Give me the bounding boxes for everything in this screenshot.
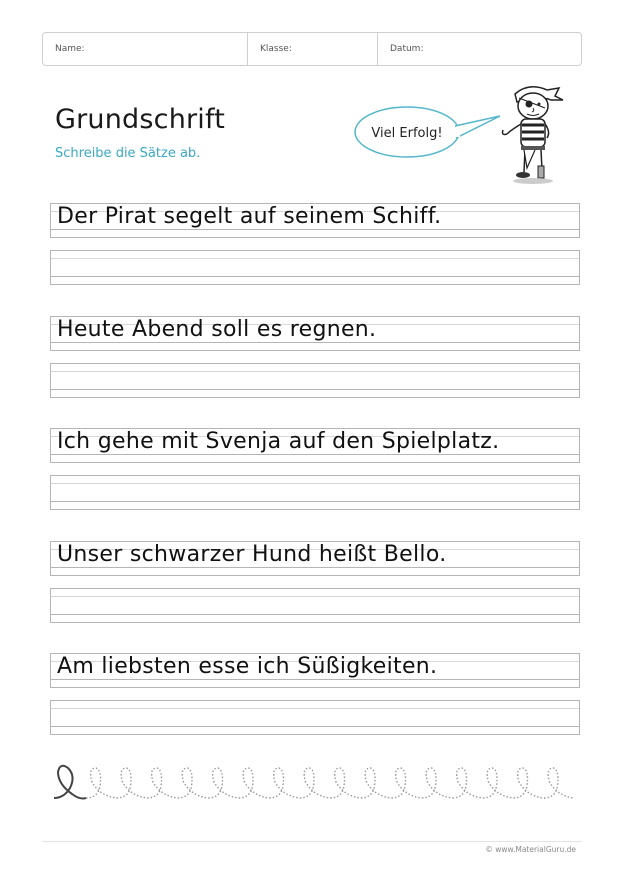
loop-pattern	[50, 762, 580, 808]
klasse-label: Klasse:	[260, 44, 292, 54]
pirate-illustration	[497, 80, 577, 190]
footer-divider	[42, 841, 582, 842]
speech-bubble-text: Viel Erfolg!	[371, 126, 443, 141]
practice-lines[interactable]	[50, 250, 580, 284]
practice-lines[interactable]	[50, 363, 580, 397]
sentence-text: Heute Abend soll es regnen.	[57, 317, 377, 342]
klasse-field[interactable]	[247, 33, 378, 65]
sentence-text: Ich gehe mit Svenja auf den Spielplatz.	[57, 429, 500, 454]
sentence-text: Am liebsten esse ich Süßigkeiten.	[57, 654, 438, 679]
datum-label: Datum:	[390, 44, 424, 54]
practice-lines[interactable]	[50, 588, 580, 622]
datum-field[interactable]	[377, 33, 582, 65]
name-label: Name:	[55, 44, 85, 54]
header-fields	[42, 32, 582, 66]
footer-copyright: © www.MaterialGuru.de	[485, 845, 576, 854]
page-title: Grundschrift	[55, 104, 226, 135]
page-subtitle: Schreibe die Sätze ab.	[55, 146, 201, 161]
speech-bubble	[352, 106, 502, 170]
practice-lines[interactable]	[50, 700, 580, 734]
sentence-text: Unser schwarzer Hund heißt Bello.	[57, 542, 447, 567]
practice-lines[interactable]	[50, 475, 580, 509]
sentence-text: Der Pirat segelt auf seinem Schiff.	[57, 204, 442, 229]
name-field[interactable]	[43, 33, 247, 65]
